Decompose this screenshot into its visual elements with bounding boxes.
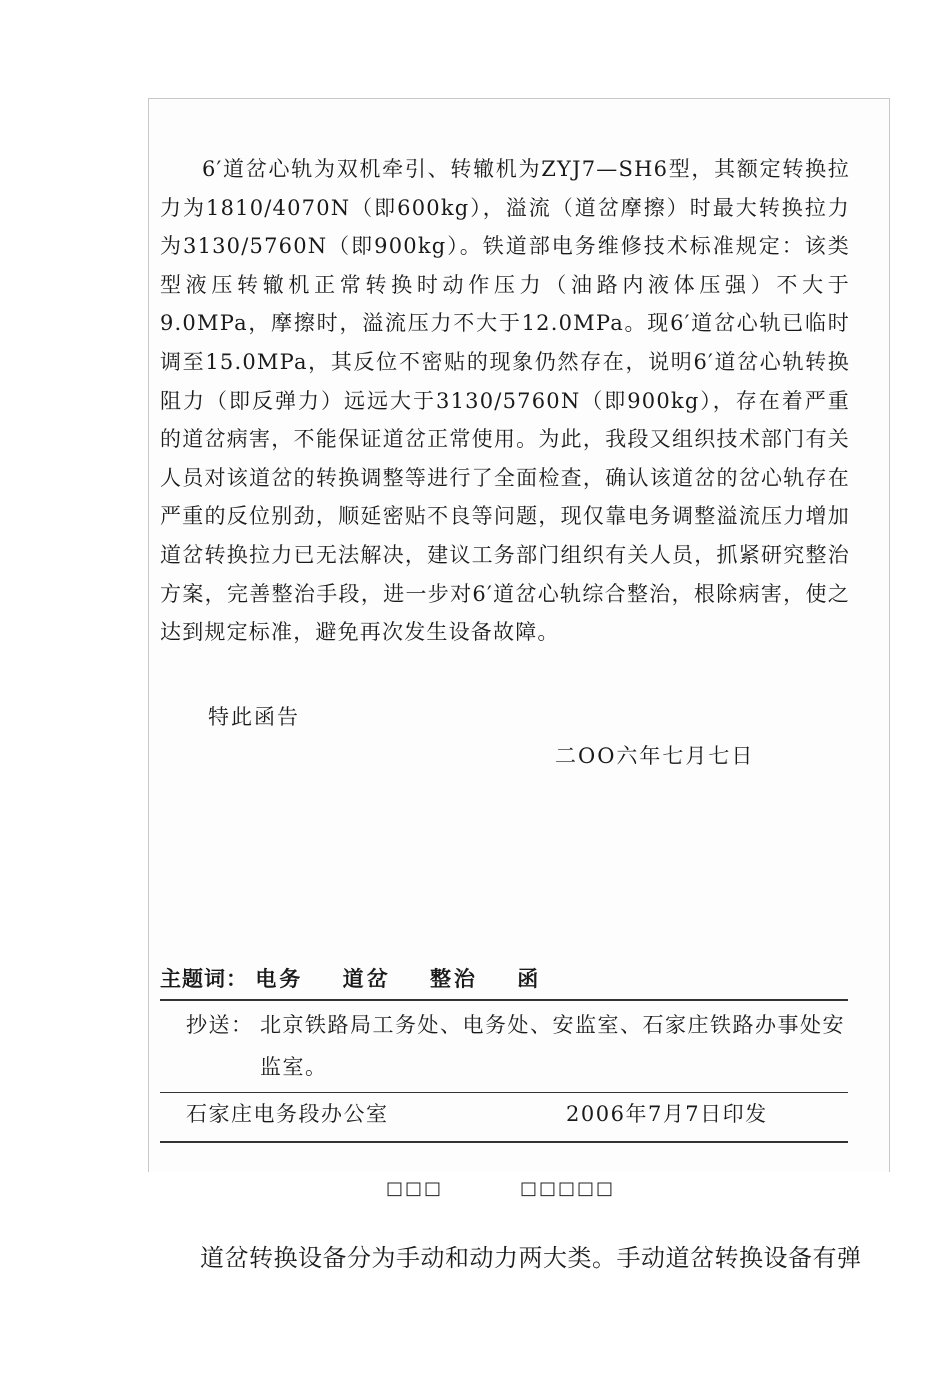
subject-keyword: 电务 (255, 966, 304, 991)
divider (160, 1092, 848, 1093)
cc-list: 北京铁路局工务处、电务处、安监室、石家庄铁路办事处安监室。 (260, 1013, 845, 1079)
cc-label: 抄送： (186, 1013, 254, 1037)
subject-line (160, 963, 850, 993)
letter-closing: 特此函告 (208, 705, 300, 729)
divider (160, 999, 848, 1001)
document-text: 道岔转换设备分为手动和动力两大类。手动道岔转换设备有弹 (200, 1244, 862, 1272)
letter-date: 二OO六年七月七日 (555, 744, 755, 768)
divider (160, 1141, 848, 1143)
letter-paragraph: 6′道岔心轨为双机牵引、转辙机为ZYJ7—SH6型，其额定转换拉力为1810/4070N（即600kg），溢流（道岔摩擦）时最大转换拉力为3130/5760N（即900kg）。铁道部电务维修技术标准规定：该类型液压转辙机正常转换时动作压力（油路内液体压强）不大于9.0MPa，摩擦时，溢流压力不大于12.0MPa。现6′道岔心轨已临时调至15.0MPa，其反位不密贴的现象仍然存在，说明6′道岔心轨转换阻力（即反弹力）远远大于3130/5760N（即900kg），存在着严重的道岔病害，不能保证道岔正常使用。为此，我段又组织技术部门有关人员对该道岔的转换调整等进行了全面检查，确认该道岔的岔心轨存在严重的反位别劲，顺延密贴不良等问题，现仅靠电务调整溢流压力增加道岔转换拉力已无法解决，建议工务部门组织有关人员，抓紧研究整治方案，完善整治手段，进一步对6′道岔心轨综合整治，根除病害，使之达到规定标准，避免再次发生设备故障。 (160, 157, 850, 645)
subject-keyword: 整治 (429, 966, 478, 991)
garbled-text: □□□□□ (520, 1178, 616, 1199)
issue-date: 2006年7月7日印发 (566, 1102, 768, 1126)
subject-keyword: 道岔 (342, 966, 391, 991)
cc-block (186, 1004, 848, 1088)
issuer: 石家庄电务段办公室 (186, 1102, 389, 1126)
subject-label: 主题词： (160, 966, 248, 991)
subject-keyword: 函 (517, 966, 542, 991)
letter-body (160, 150, 850, 652)
garbled-text: □□□ (386, 1178, 444, 1199)
